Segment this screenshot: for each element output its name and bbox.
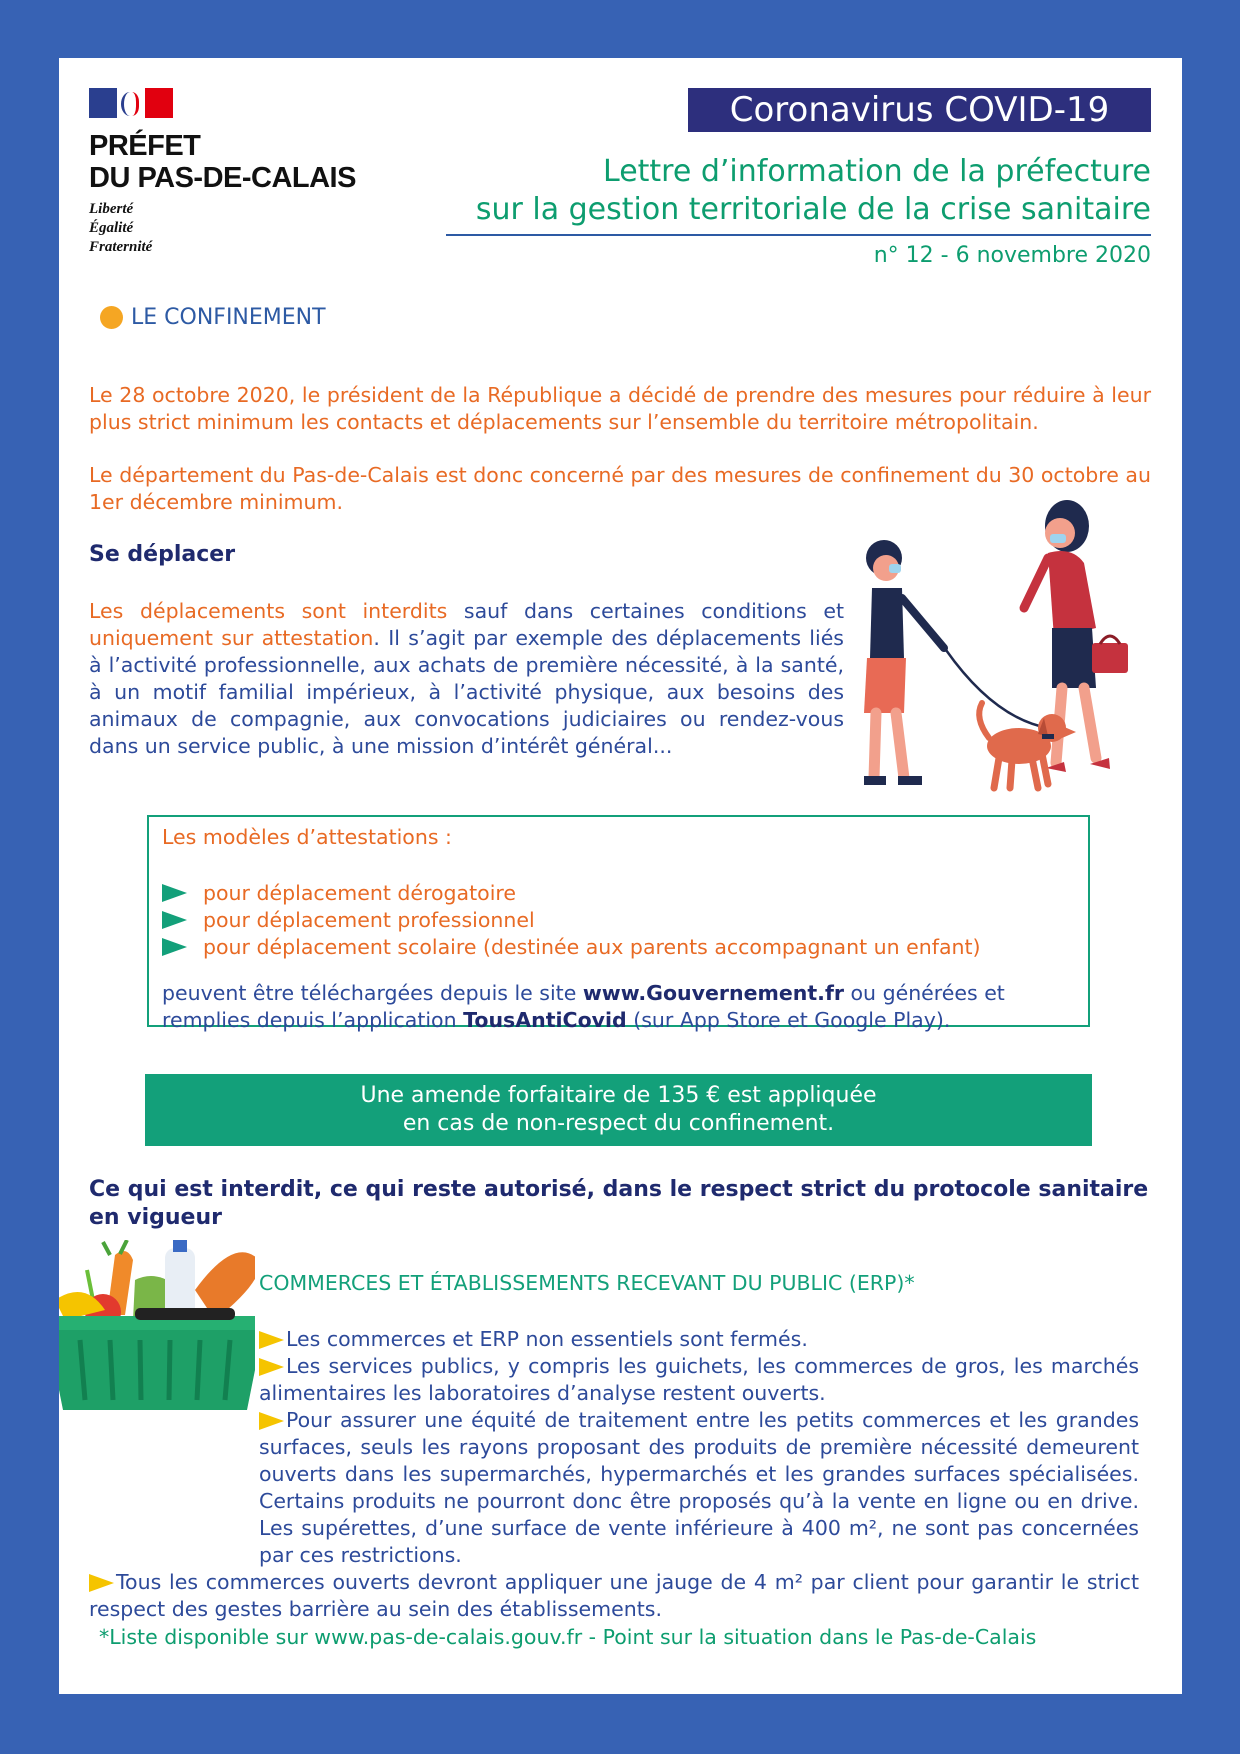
app-name: TousAntiCovid (463, 1008, 627, 1032)
newsletter-page (59, 58, 1182, 1694)
attestations-heading: Les modèles d’attestations : (162, 825, 452, 849)
people-walking-dog-illustration (834, 488, 1174, 818)
prefet-title: PRÉFET DU PAS-DE-CALAIS (89, 130, 356, 194)
erp-item: Tous les commerces ouverts devront appliquer une jauge de 4 m² par client pour garantir le strict respect des gestes barrière au sein des établissements. (89, 1570, 1139, 1621)
attestations-box (147, 815, 1090, 1032)
erp-item: Les services publics, y compris les guichets, les commerces de gros, les marchés alimentaires les laboratoires d’analyse restent ouverts. (259, 1354, 1139, 1405)
marianne-flag-icon (89, 88, 173, 118)
gouvernement-link[interactable]: www.Gouvernement.fr (582, 981, 844, 1005)
newsletter-subtitle: Lettre d’information de la préfecture sur la gestion territoriale de la crise sanitaire (475, 154, 1151, 227)
attestation-link[interactable]: pour déplacement professionnel (162, 906, 981, 933)
devise: Liberté Égalité Fraternité (89, 201, 153, 255)
attestation-link[interactable]: pour déplacement scolaire (destinée aux parents accompagnant un enfant) (162, 933, 981, 960)
erp-item: Les commerces et ERP non essentiels sont fermés. (259, 1326, 1159, 1353)
yellow-arrow-icon (259, 1412, 284, 1430)
attestations-footer: peuvent être téléchargées depuis le site www.Gouvernement.fr ou générées et remplies depuis l’application TousAntiCovid (sur App Store et Google Play). (162, 981, 1005, 1032)
se-deplacer-heading: Se déplacer (89, 542, 236, 567)
yellow-arrow-icon (259, 1331, 284, 1349)
attestations-list (162, 879, 981, 960)
fine-banner: Une amende forfaitaire de 135 € est appliquée en cas de non-respect du confinement. (145, 1074, 1092, 1146)
erp-item: Pour assurer une équité de traitement entre les petits commerces et les grandes surfaces, seuls les rayons proposant des produits de première nécessité demeurent ouverts dans les supermarchés, hypermarchés et les grandes surfaces spécialisées. Certains produits ne pourront donc être proposés qu’à la vente en ligne ou en drive. Les supérettes, d’une surface de vente inférieure à 400 m², ne sont pas concernées par ces restrictions. (259, 1408, 1139, 1567)
yellow-arrow-icon (89, 1574, 114, 1592)
bullet-dot-icon (100, 306, 123, 329)
section-heading: LE CONFINEMENT (100, 305, 326, 330)
issue-date: n° 12 - 6 novembre 2020 (873, 243, 1151, 268)
deplacer-paragraph: Les déplacements sont interdits sauf dans certaines conditions et uniquement sur attestation. Il s’agit par exemple des déplacements liés à l’activité professionnelle, aux achats de première nécessité, à la santé, à un motif familial impérieux, à l’activité physique, aux besoins des animaux de compagnie, aux convocations judiciaires ou rendez-vous dans un service public, à une mission d’intérêt général... (89, 599, 845, 758)
arrow-right-icon (162, 911, 187, 929)
erp-footnote: *Liste disponible sur www.pas-de-calais.gouv.fr - Point sur la situation dans le Pas-de-Calais (99, 1625, 1037, 1649)
arrow-right-icon (162, 884, 187, 902)
interdit-autorise-heading: Ce qui est interdit, ce qui reste autorisé, dans le respect strict du protocole sanitaire en vigueur (89, 1177, 1149, 1230)
covid-title: Coronavirus COVID-19 (688, 88, 1151, 132)
header-divider (446, 234, 1151, 236)
attestation-link[interactable]: pour déplacement dérogatoire (162, 879, 981, 906)
arrow-right-icon (162, 938, 187, 956)
shopping-basket-illustration (59, 1240, 255, 1420)
erp-heading: COMMERCES ET ÉTABLISSEMENTS RECEVANT DU PUBLIC (ERP)* (259, 1271, 915, 1295)
yellow-arrow-icon (259, 1358, 284, 1376)
department-paragraph: Le département du Pas-de-Calais est donc concerné par des mesures de confinement du 30 octobre au 1er décembre minimum. (89, 463, 1151, 514)
prefecture-logo (89, 88, 419, 257)
intro-paragraph: Le 28 octobre 2020, le président de la République a décidé de prendre des mesures pour réduire à leur plus strict minimum les contacts et déplacements sur l’ensemble du territoire métropolitain. (89, 383, 1151, 434)
